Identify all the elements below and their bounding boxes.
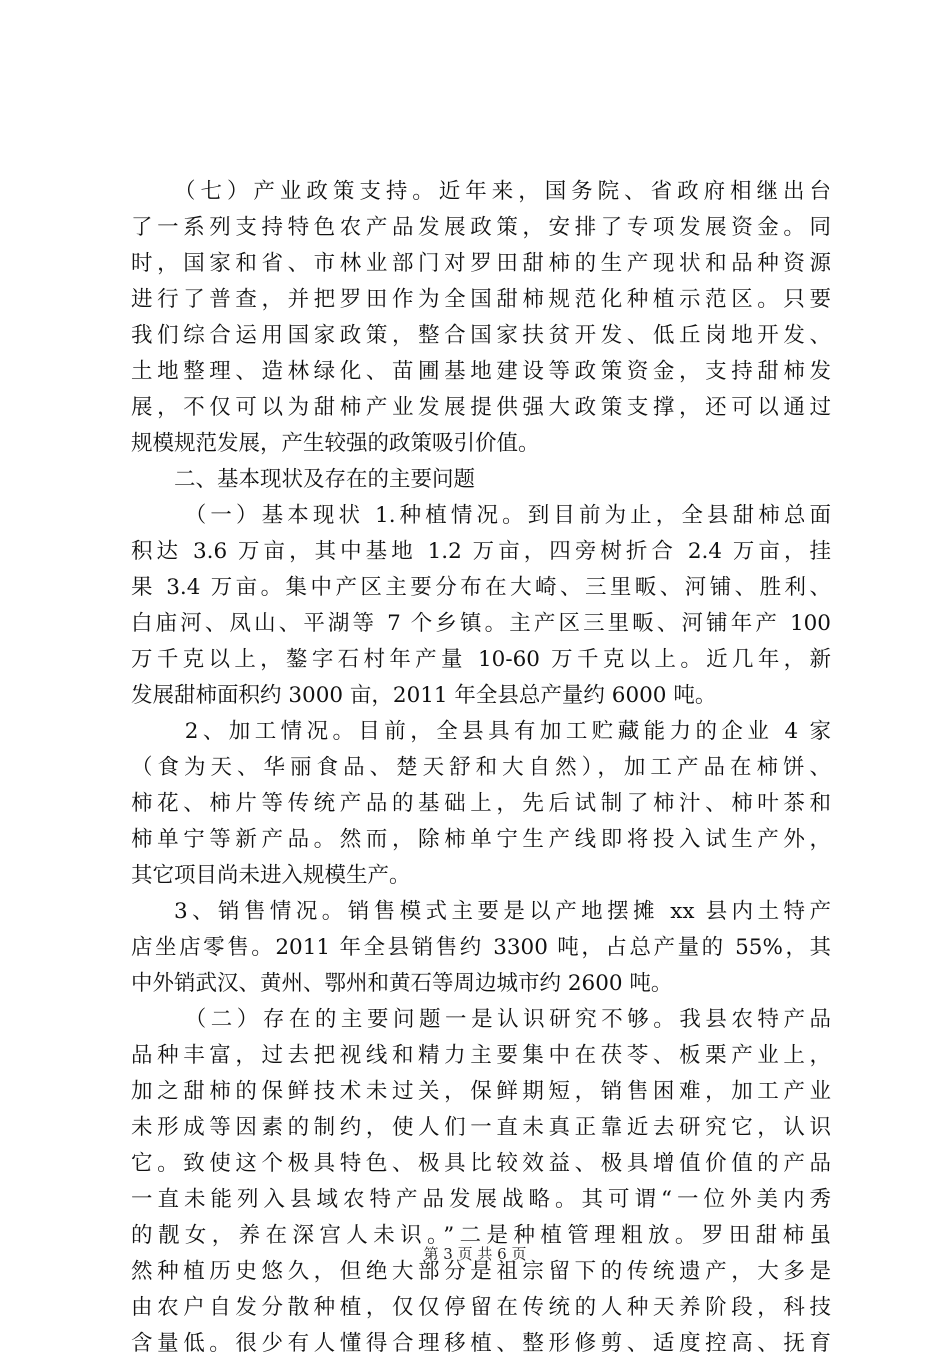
text-line: 由农户自发分散种植，仅仅停留在传统的人种天养阶段，科技	[131, 1295, 831, 1320]
text-line: 土地整理、造林绿化、苗圃基地建设等政策资金，支持甜柿发	[131, 359, 831, 384]
text-line: 的靓女，养在深宫人未识。”二是种植管理粗放。罗田甜柿虽	[131, 1223, 831, 1248]
text-line: 未形成等因素的制约，使人们一直未真正靠近去研究它，认识	[131, 1115, 831, 1140]
body-text	[131, 174, 831, 1362]
text-line: （食为天、华丽食品、楚天舒和大自然），加工产品在柿饼、	[131, 755, 831, 780]
text-line: 2、加工情况。目前，全县具有加工贮藏能力的企业 4 家	[184, 719, 831, 744]
text-line: 柿单宁等新产品。然而，除柿单宁生产线即将投入试生产外，	[131, 827, 831, 852]
text-line: 时，国家和省、市林业部门对罗田甜柿的生产现状和品种资源	[131, 251, 831, 276]
text-line: 它。致使这个极具特色、极具比较效益、极具增值价值的产品	[131, 1151, 831, 1176]
text-line: 品种丰富，过去把视线和精力主要集中在茯苓、板栗产业上，	[131, 1043, 831, 1068]
text-line: 我们综合运用国家政策，整合国家扶贫开发、低丘岗地开发、	[131, 323, 831, 348]
text-line: 积达 3.6 万亩，其中基地 1.2 万亩，四旁树折合 2.4 万亩，挂	[131, 539, 831, 564]
text-line: 然种植历史悠久，但绝大部分是祖宗留下的传统遗产，大多是	[131, 1259, 831, 1284]
text-line: （一）基本现状 1.种植情况。到目前为止，全县甜柿总面	[184, 503, 831, 528]
text-line: 一直未能列入县域农特产品发展战略。其可谓“一位外美内秀	[131, 1187, 831, 1212]
text-line: （七）产业政策支持。近年来，国务院、省政府相继出台	[174, 179, 831, 204]
text-line: 进行了普查，并把罗田作为全国甜柿规范化种植示范区。只要	[131, 287, 831, 312]
text-line: 含量低。很少有人懂得合理移植、整形修剪、适度控高、抚育	[131, 1331, 831, 1356]
text-line: 店坐店零售。2011 年全县销售约 3300 吨，占总产量的 55%，其	[131, 935, 831, 960]
text-line: 了一系列支持特色农产品发展政策，安排了专项发展资金。同	[131, 215, 831, 240]
text-line: 规模规范发展，产生较强的政策吸引价值。	[131, 431, 540, 456]
text-line: 展，不仅可以为甜柿产业发展提供强大政策支撑，还可以通过	[131, 395, 831, 420]
text-line: 果 3.4 万亩。集中产区主要分布在大崎、三里畈、河铺、胜利、	[131, 575, 831, 600]
text-line: 加之甜柿的保鲜技术未过关，保鲜期短，销售困难，加工产业	[131, 1079, 831, 1104]
text-line: 柿花、柿片等传统产品的基础上，先后试制了柿汁、柿叶茶和	[131, 791, 831, 816]
text-line: 发展甜柿面积约 3000 亩，2011 年全县总产量约 6000 吨。	[131, 683, 717, 708]
page-footer: 第 3 页 共 6 页	[423, 1245, 527, 1263]
text-line: 万千克以上，鏊字石村年产量 10-60 万千克以上。近几年，新	[131, 647, 831, 672]
text-line: 白庙河、凤山、平湖等 7 个乡镇。主产区三里畈、河铺年产 100	[131, 611, 831, 636]
text-line: 中外销武汉、黄州、鄂州和黄石等周边城市约 2600 吨。	[131, 971, 673, 996]
text-line: 其它项目尚未进入规模生产。	[131, 863, 411, 888]
text-line: （二）存在的主要问题一是认识研究不够。我县农特产品	[184, 1007, 831, 1032]
text-line: 二、基本现状及存在的主要问题	[174, 467, 476, 492]
text-line: 3、销售情况。销售模式主要是以产地摆摊 xx 县内土特产	[174, 899, 831, 924]
